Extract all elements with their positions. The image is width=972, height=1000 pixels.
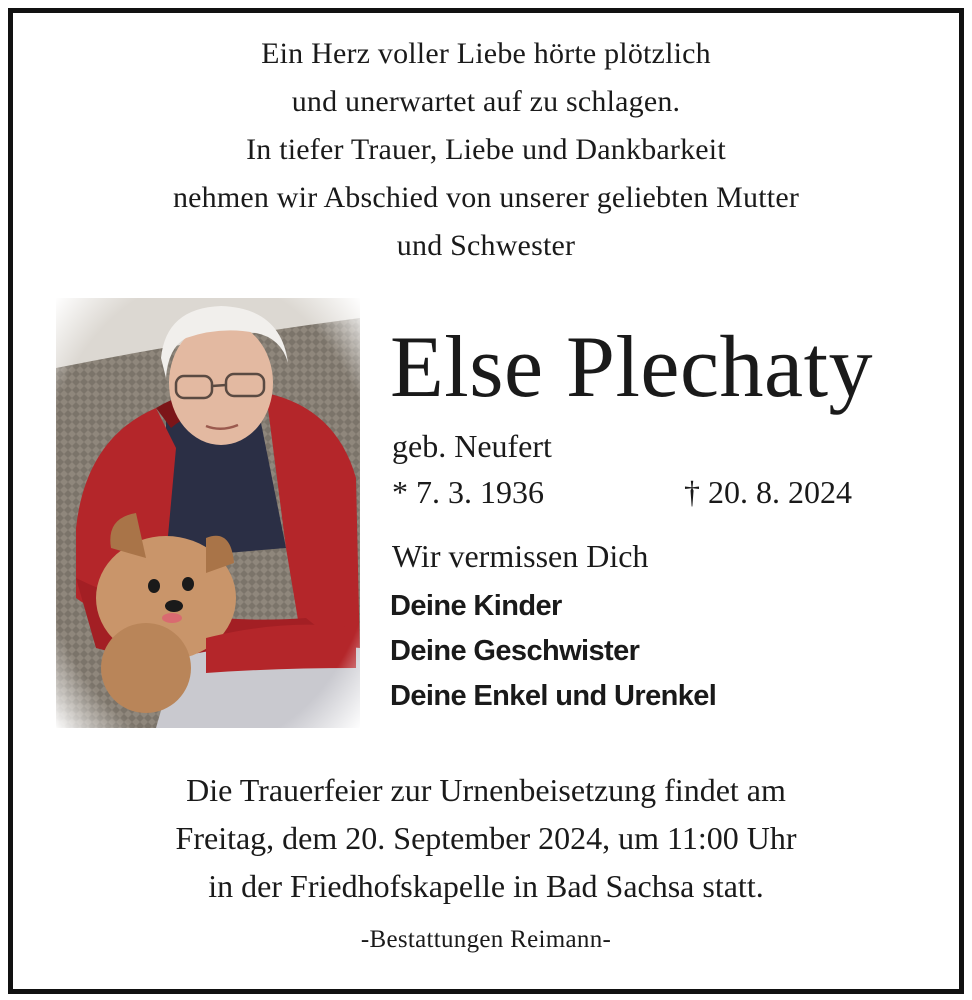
intro-line: und unerwartet auf zu schlagen.	[291, 85, 681, 118]
service-line: Freitag, dem 20. September 2024, um 11:00 Uhr	[175, 820, 797, 856]
birth-date: * 7. 3. 1936	[392, 474, 544, 510]
maiden-name: geb. Neufert	[392, 428, 552, 464]
signer: Deine Kinder	[390, 590, 562, 622]
signer: Deine Enkel und Urenkel	[390, 680, 717, 712]
intro-line: nehmen wir Abschied von unserer geliebten Mutter	[172, 181, 800, 214]
farewell-line: Wir vermissen Dich	[392, 538, 649, 574]
intro-verse	[0, 30, 972, 270]
signers-list	[390, 584, 716, 719]
service-notice	[0, 766, 972, 910]
portrait-photo	[56, 298, 360, 728]
service-line: Die Trauerfeier zur Urnenbeisetzung findet am	[186, 772, 786, 808]
service-line: in der Friedhofskapelle in Bad Sachsa statt.	[208, 868, 764, 904]
intro-line: und Schwester	[396, 229, 576, 262]
intro-line: Ein Herz voller Liebe hörte plötzlich	[261, 37, 711, 70]
signer: Deine Geschwister	[390, 635, 640, 667]
intro-line: In tiefer Trauer, Liebe und Dankbarkeit	[246, 133, 726, 166]
undertaker-credit: -Bestattungen Reimann-	[360, 926, 612, 953]
deceased-name: Else Plechaty	[390, 319, 874, 416]
death-date: † 20. 8. 2024	[684, 474, 852, 510]
